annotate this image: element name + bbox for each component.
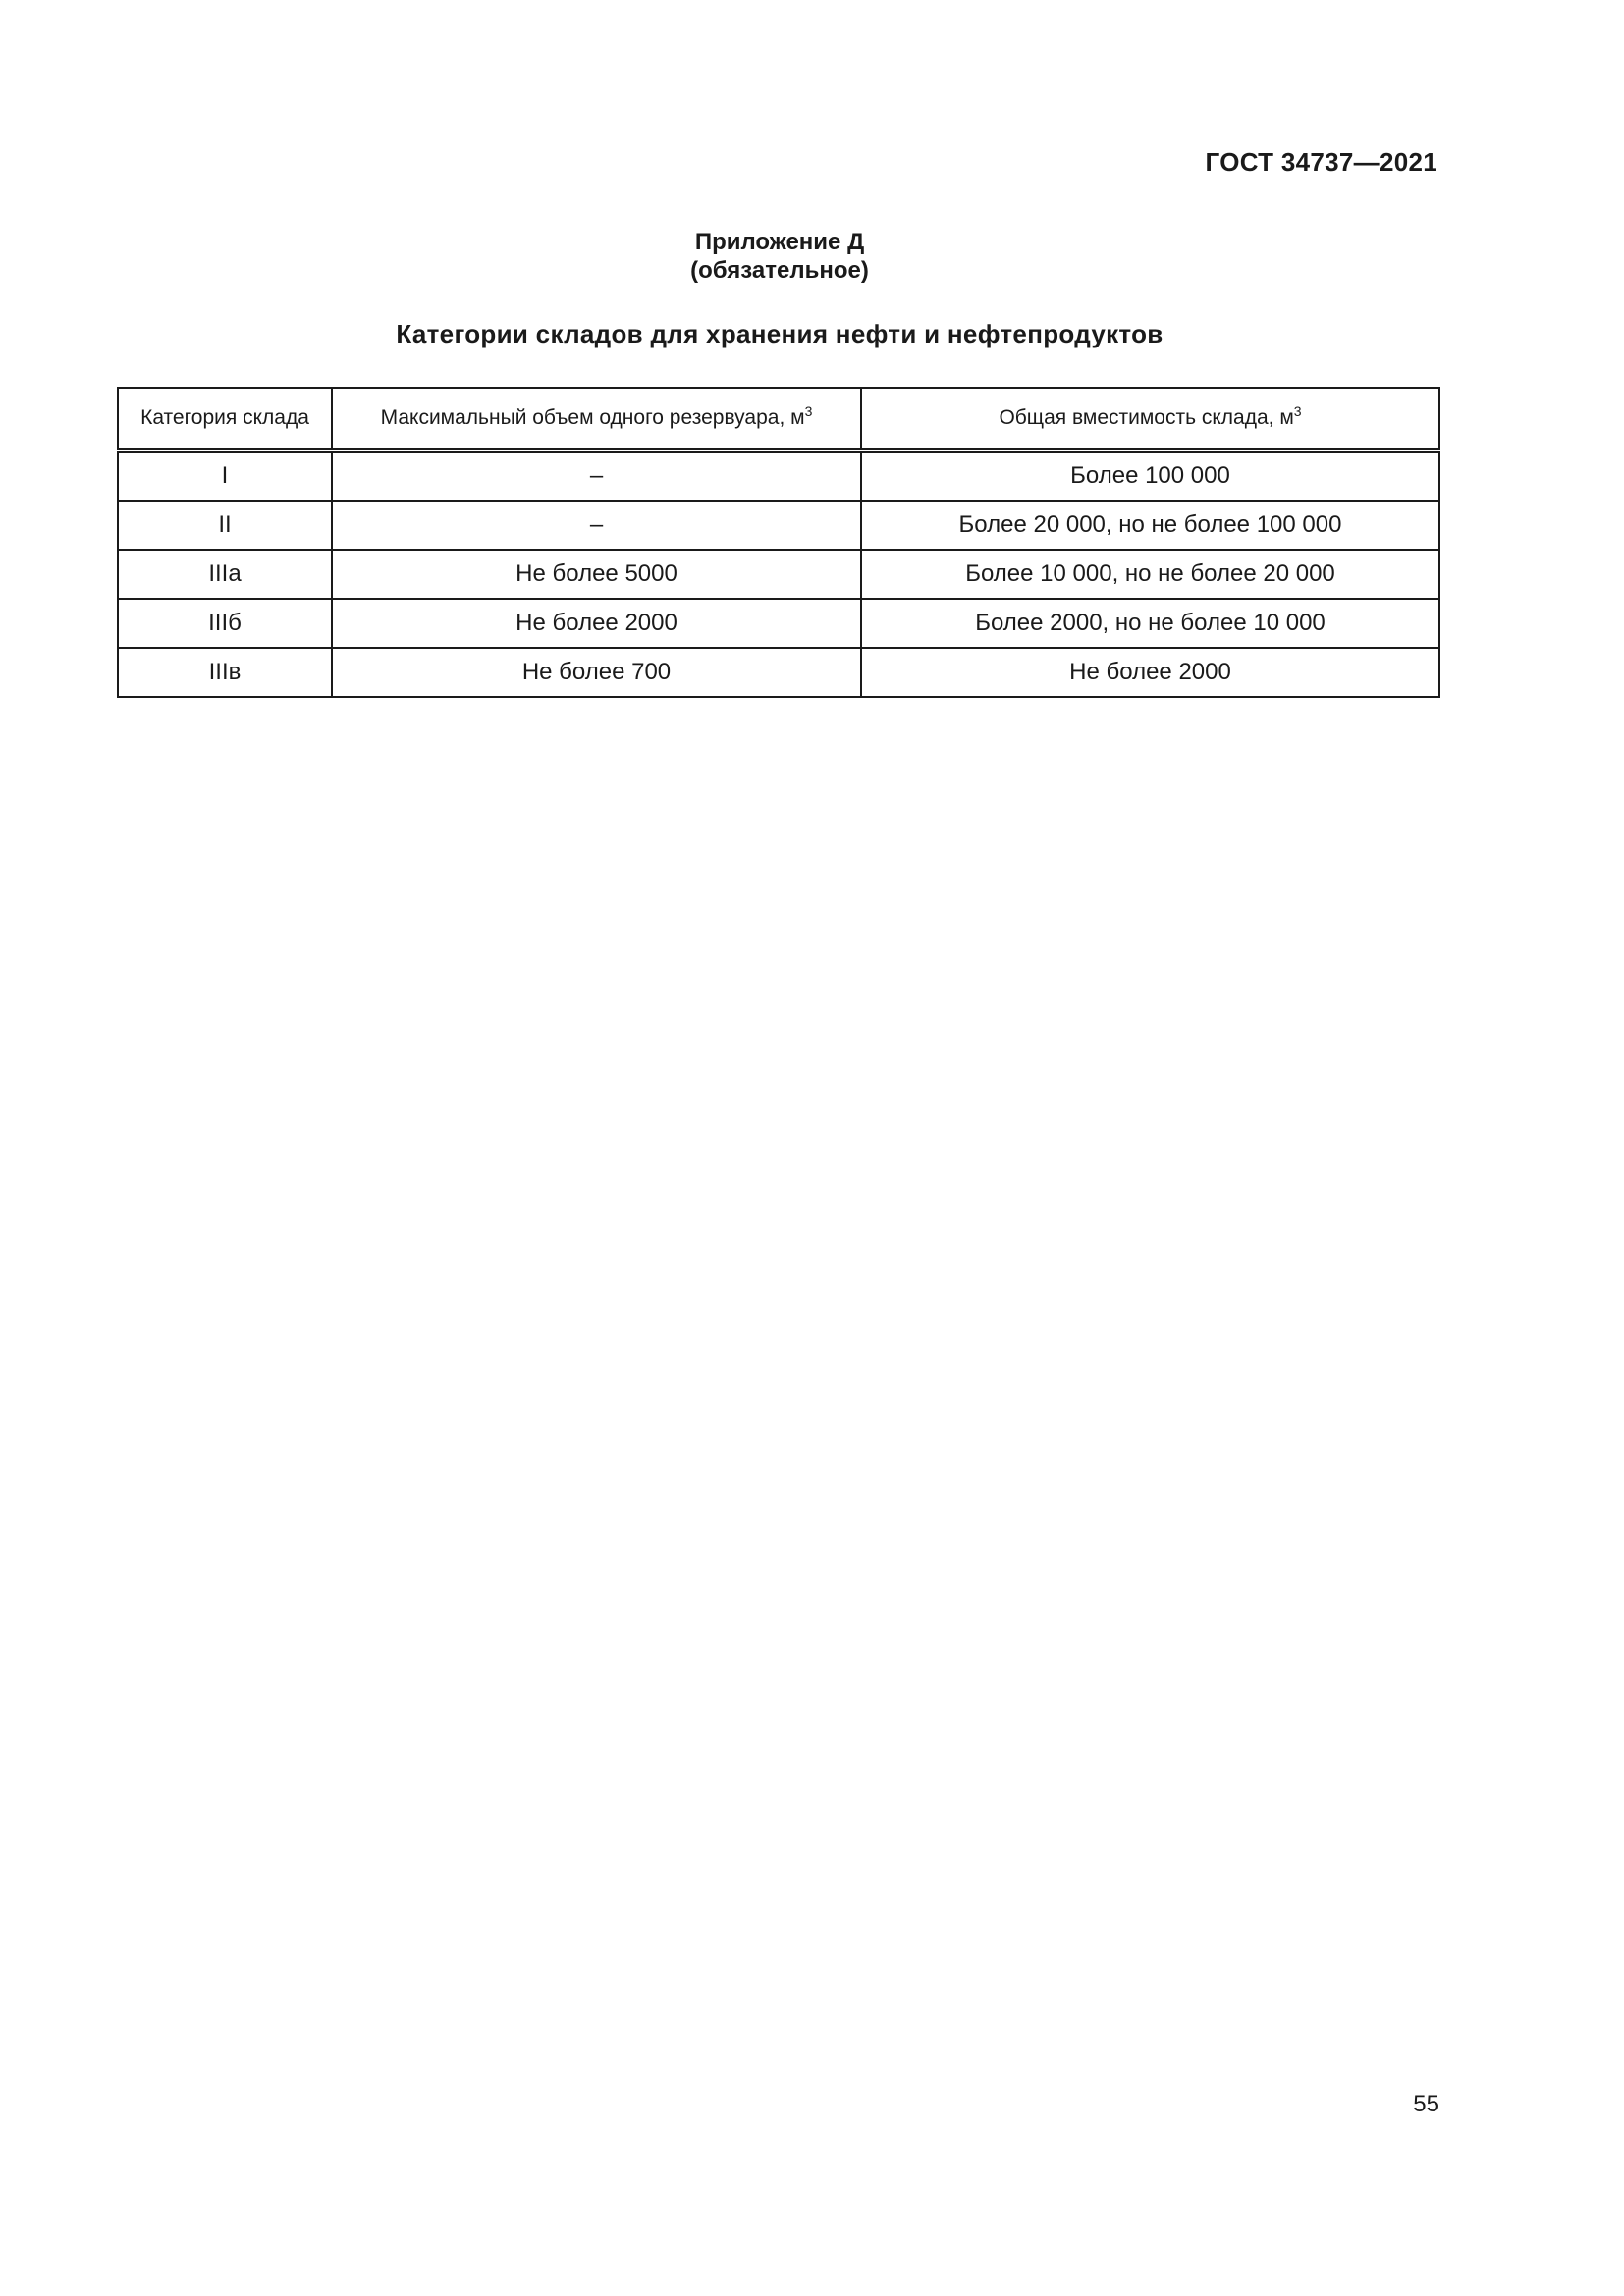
appendix-title: Категории складов для хранения нефти и нефтепродуктов: [396, 319, 1164, 348]
cell-total-capacity: Более 20 000, но не более 100 000: [861, 501, 1439, 550]
appendix-heading: [0, 228, 1559, 285]
cell-category: IIIб: [118, 599, 332, 648]
cell-max-volume: –: [332, 451, 861, 502]
cell-category: I: [118, 451, 332, 502]
cell-max-volume: Не более 700: [332, 648, 861, 697]
unit-superscript: 3: [804, 403, 813, 419]
document-code: ГОСТ 34737—2021: [1205, 147, 1437, 177]
cell-max-volume: Не более 2000: [332, 599, 861, 648]
cell-max-volume: Не более 5000: [332, 550, 861, 599]
cell-max-volume: –: [332, 501, 861, 550]
table-row: [118, 599, 1439, 648]
table-header-row: [118, 388, 1439, 451]
cell-total-capacity: Более 2000, но не более 10 000: [861, 599, 1439, 648]
warehouse-categories-table: [117, 387, 1440, 698]
appendix-name: Приложение Д: [694, 229, 865, 255]
cell-total-capacity: Не более 2000: [861, 648, 1439, 697]
cell-category: IIIв: [118, 648, 332, 697]
unit-superscript: 3: [1293, 403, 1302, 419]
page-number: 55: [1413, 2091, 1439, 2117]
cell-total-capacity: Более 10 000, но не более 20 000: [861, 550, 1439, 599]
column-header-total-capacity: Общая вместимость склада, $м^3$: [861, 388, 1439, 451]
column-header-category: Категория склада: [118, 388, 332, 451]
table-row: [118, 451, 1439, 502]
cell-category: IIIа: [118, 550, 332, 599]
table-row: [118, 648, 1439, 697]
appendix-status: (обязательное): [690, 257, 869, 284]
table-row: [118, 550, 1439, 599]
cell-total-capacity: Более 100 000: [861, 451, 1439, 502]
table-row: [118, 501, 1439, 550]
column-header-max-volume: Максимальный объем одного резервуара, $м^3$: [332, 388, 861, 451]
cell-category: II: [118, 501, 332, 550]
